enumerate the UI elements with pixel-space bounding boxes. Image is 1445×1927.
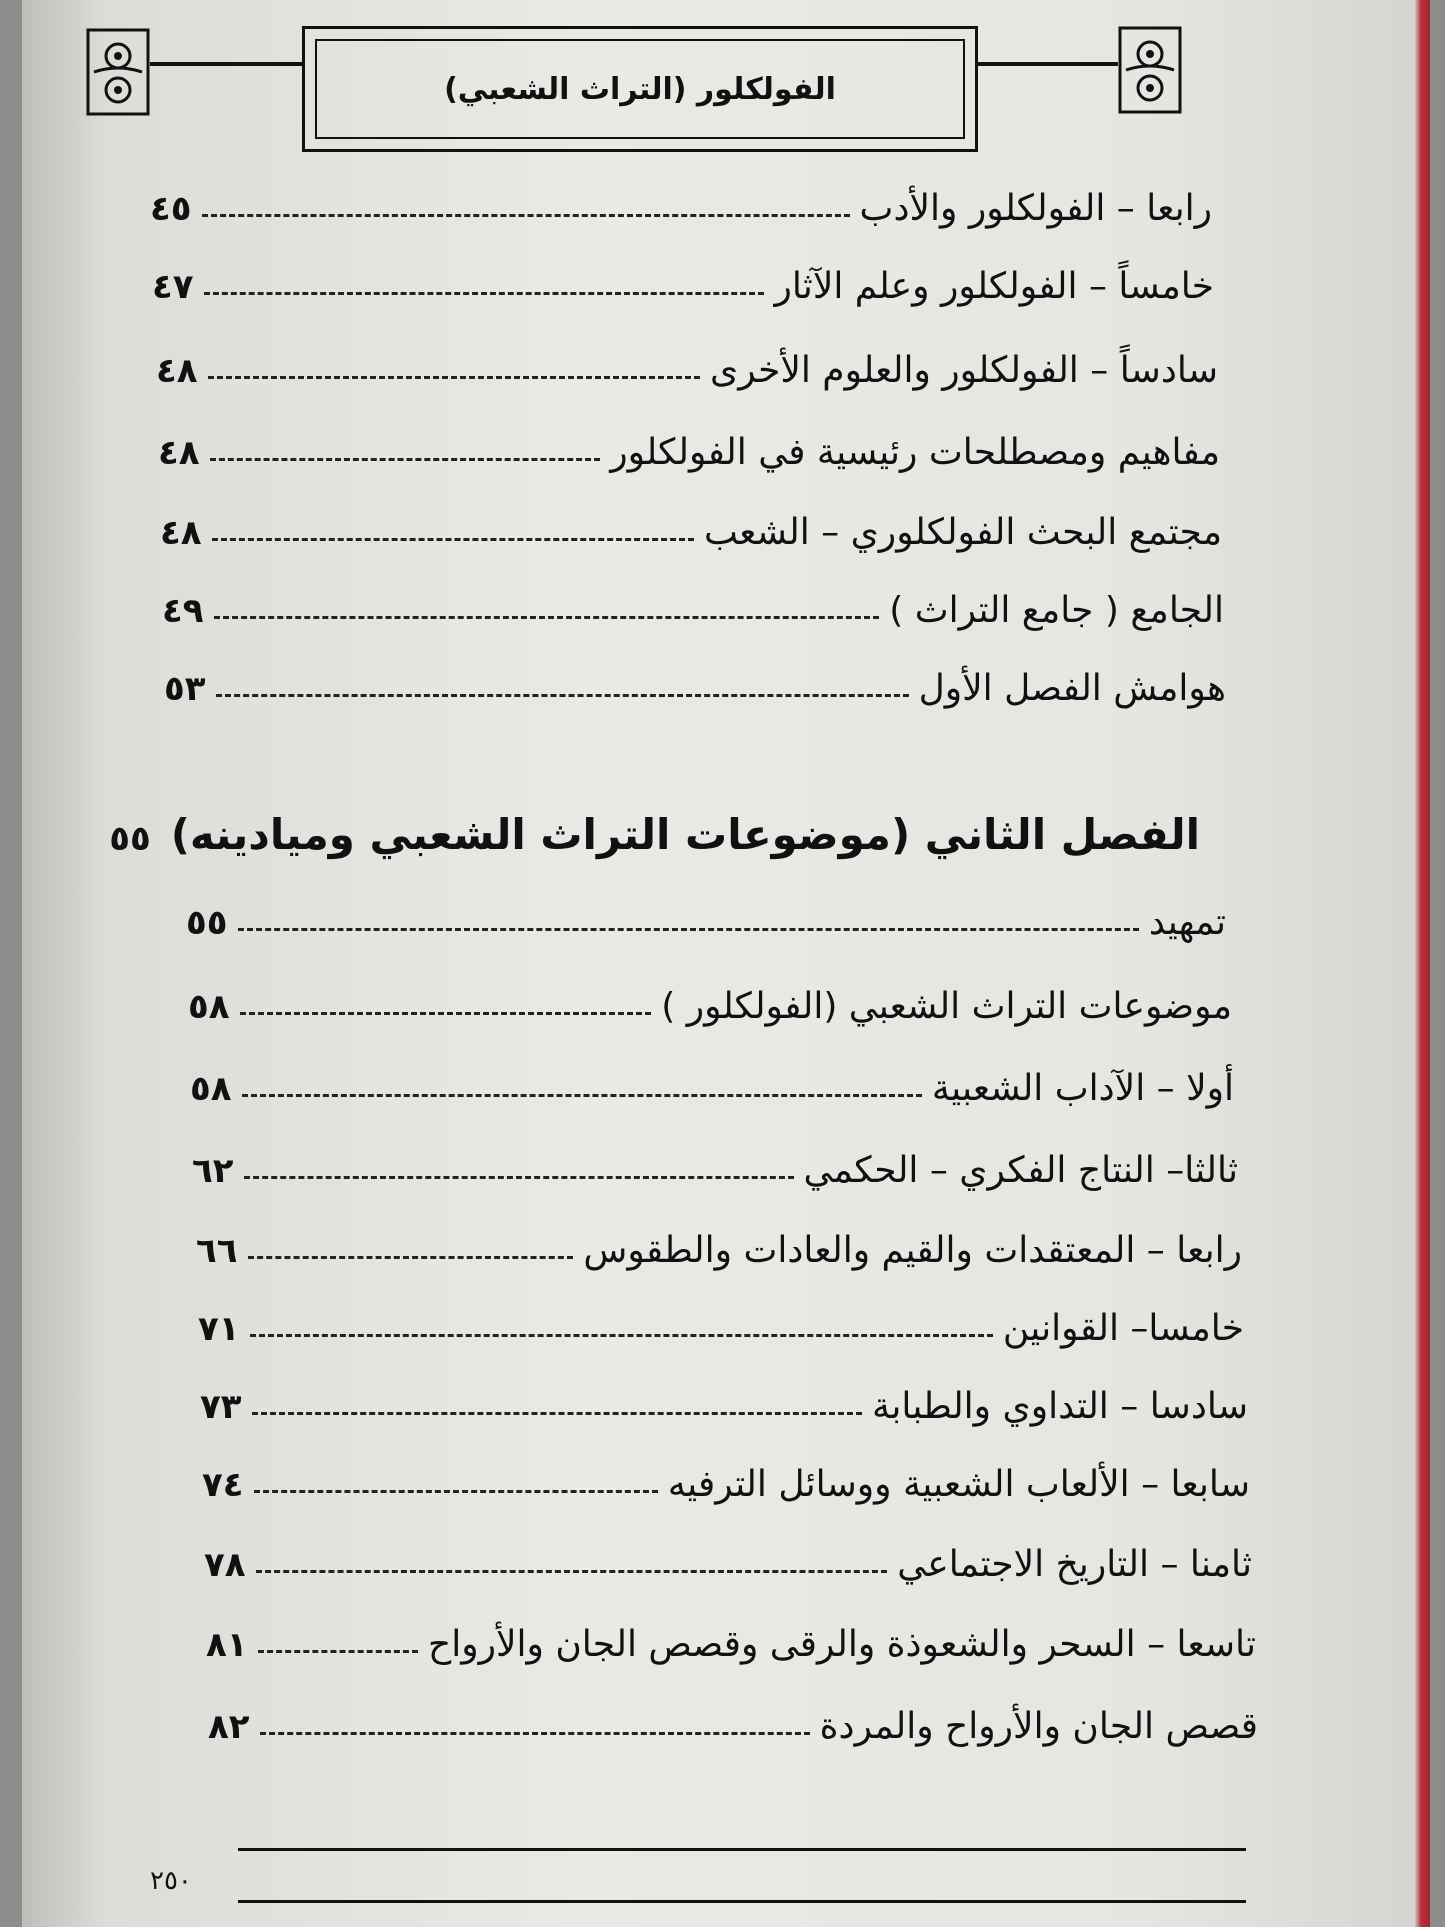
toc-entry (208, 1706, 1258, 1747)
toc-leader (214, 616, 880, 619)
toc-entry-page: ٨١ (206, 1625, 248, 1665)
toc-entry-title: سابعا – الألعاب الشعبية ووسائل الترفيه (667, 1464, 1250, 1505)
toc-entry-page: ٤٨ (158, 433, 200, 473)
toc-entry-title: خامسا– القوانين (1002, 1308, 1244, 1349)
toc-entry-page: ٤٥ (150, 189, 192, 229)
toc-leader (212, 538, 694, 541)
page-title: الفولكلور (التراث الشعبي) (444, 71, 836, 107)
toc-leader (258, 1650, 418, 1653)
chapter-page: ٥٥ (109, 819, 151, 859)
chapter-title: الفصل الثاني (موضوعات التراث الشعبي وميادينه) (170, 810, 1200, 859)
toc-entry-page: ٦٢ (192, 1151, 234, 1191)
toc-entry-page: ٤٩ (162, 591, 204, 631)
toc-leader (208, 376, 701, 379)
toc-entry (160, 512, 1222, 553)
toc-entry (202, 1464, 1250, 1505)
toc-entry-title: مجتمع البحث الفولكلوري – الشعب (703, 512, 1222, 553)
toc-entry (156, 350, 1218, 391)
toc-leader (256, 1570, 888, 1573)
toc-entry (192, 1150, 1238, 1191)
toc-entry-title: خامساً – الفولكلور وعلم الآثار (774, 266, 1214, 307)
toc-leader (238, 928, 1139, 931)
toc-entry-page: ٧٨ (204, 1545, 246, 1585)
toc-entry (162, 590, 1224, 631)
toc-entry (158, 432, 1220, 473)
toc-entry-page: ٤٧ (152, 267, 194, 307)
toc-entry-title: أولا – الآداب الشعبية (931, 1068, 1234, 1109)
toc-entry-title: رابعا – الفولكلور والأدب (859, 188, 1212, 229)
page-number: ٢٥٠ (150, 1866, 192, 1896)
toc-entry-title: هوامش الفصل الأول (918, 668, 1226, 709)
toc-entry-title: ثالثا– النتاج الفكري – الحكمي (803, 1150, 1238, 1191)
toc-leader (260, 1732, 810, 1735)
toc-entry-title: قصص الجان والأرواح والمردة (819, 1706, 1258, 1747)
toc-leader (244, 1176, 794, 1179)
toc-leader (252, 1412, 863, 1415)
toc-entry (206, 1624, 1256, 1665)
toc-leader (254, 1490, 658, 1493)
toc-entry-page: ٤٨ (160, 513, 202, 553)
toc-entry (164, 668, 1226, 709)
toc-entry (150, 188, 1212, 229)
footer-rule-bottom (238, 1900, 1246, 1903)
toc-entry (204, 1544, 1252, 1585)
toc-entry-page: ٥٥ (186, 903, 228, 943)
toc-entry (198, 1308, 1244, 1349)
toc-entry-title: رابعا – المعتقدات والقيم والعادات والطقوس (583, 1230, 1242, 1271)
toc-leader (204, 292, 765, 295)
footer-rule-top (238, 1848, 1246, 1851)
toc-entry-page: ٦٦ (196, 1231, 238, 1271)
toc-leader (250, 1334, 993, 1337)
toc-entry-page: ٨٢ (208, 1707, 250, 1747)
toc-entry-title: موضوعات التراث الشعبي (الفولكلور ) (661, 986, 1232, 1027)
toc-entry (196, 1230, 1242, 1271)
toc-leader (202, 214, 850, 217)
toc-entry-page: ٤٨ (156, 351, 198, 391)
toc-entry-page: ٥٨ (188, 987, 230, 1027)
toc-entry-page: ٥٣ (164, 669, 206, 709)
toc-entry-page: ٧٣ (200, 1387, 242, 1427)
toc-entry (200, 1386, 1248, 1427)
toc-entry (152, 266, 1214, 307)
toc-entry-title: مفاهيم ومصطلحات رئيسية في الفولكلور (610, 432, 1220, 473)
toc-entry-title: سادسا – التداوي والطبابة (872, 1386, 1248, 1427)
toc-entry-title: سادساً – الفولكلور والعلوم الأخرى (710, 350, 1218, 391)
toc-entry-page: ٧١ (198, 1309, 240, 1349)
toc-entry-title: تمهيد (1148, 902, 1226, 943)
toc-entry (186, 902, 1226, 943)
toc-entry-page: ٧٤ (202, 1465, 244, 1505)
toc-chapter-heading (109, 810, 1200, 859)
toc-leader (216, 694, 909, 697)
toc-entry (190, 1068, 1234, 1109)
toc-leader (248, 1256, 574, 1259)
toc-leader (242, 1094, 922, 1097)
toc-leader (210, 458, 601, 461)
toc-entry-title: الجامع ( جامع التراث ) (889, 590, 1224, 631)
toc-entry-title: تاسعا – السحر والشعوذة والرقى وقصص الجان والأرواح (428, 1624, 1256, 1665)
toc-entry-title: ثامنا – التاريخ الاجتماعي (897, 1544, 1252, 1585)
toc-entry (188, 986, 1232, 1027)
toc-leader (240, 1012, 652, 1015)
toc-entry-page: ٥٨ (190, 1069, 232, 1109)
